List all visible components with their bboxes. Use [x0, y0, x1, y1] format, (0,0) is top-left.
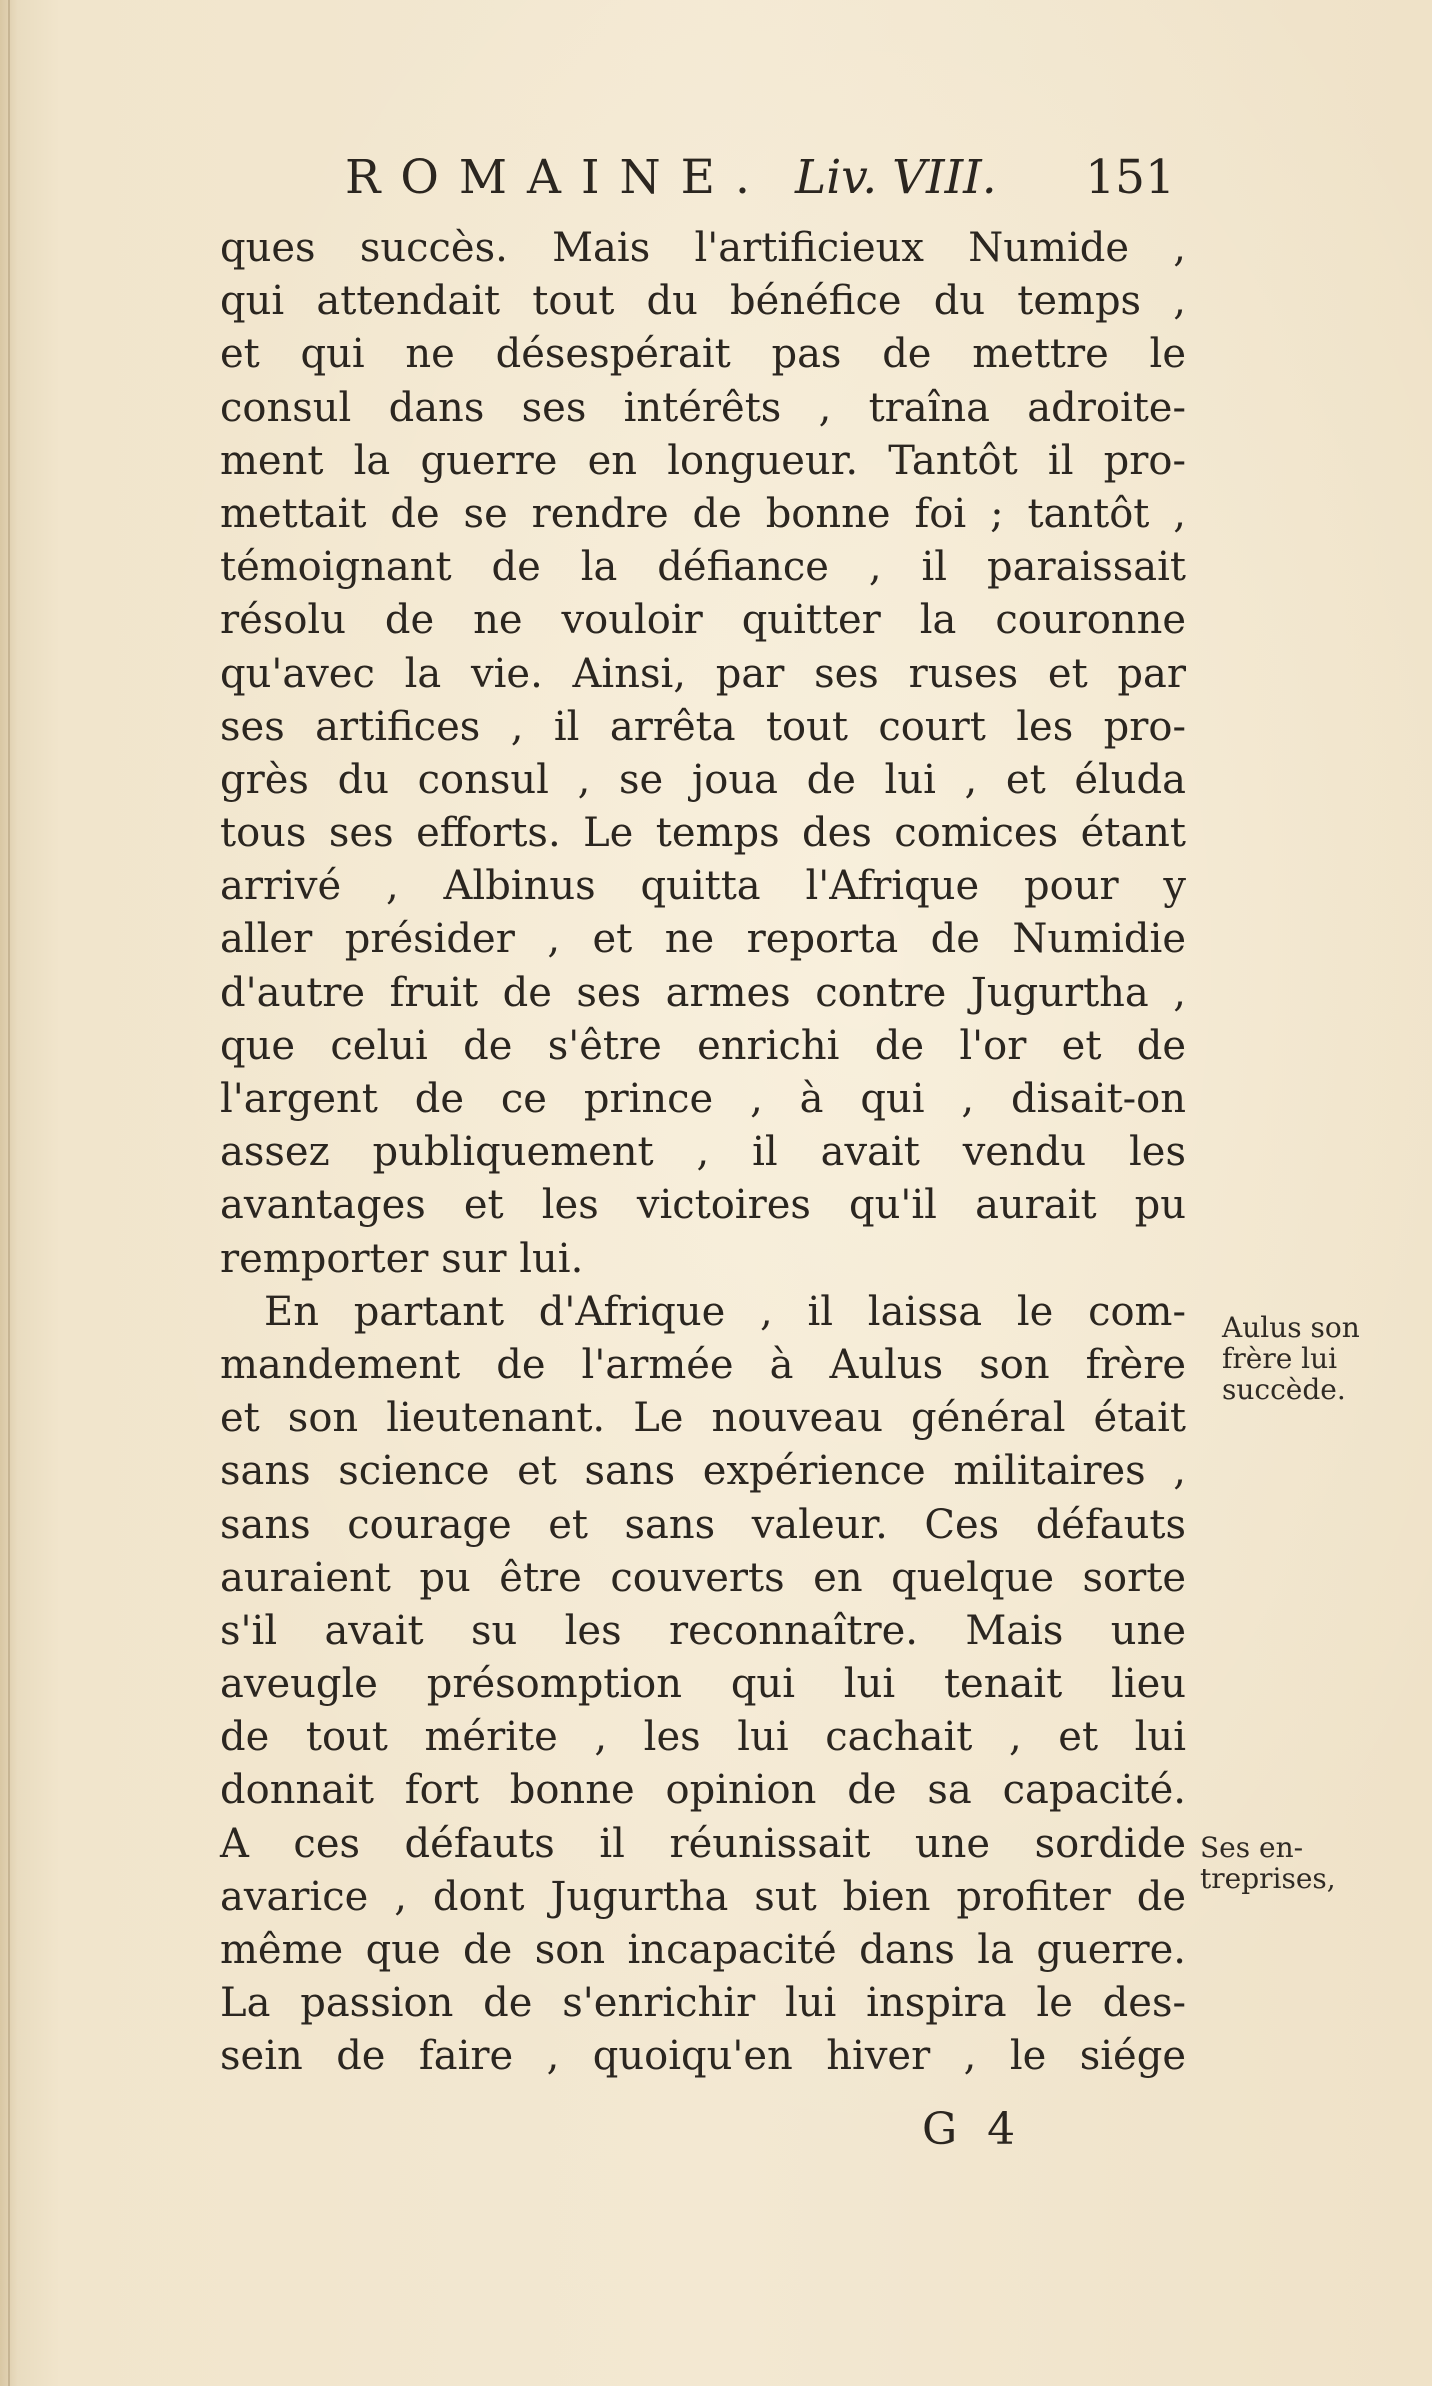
text-line: auraient pu être couverts en quelque sorte	[220, 1554, 1186, 1601]
sidenote-entreprises	[1200, 1832, 1336, 1894]
running-title: ROMAINE.	[345, 150, 770, 205]
text-line: mandement de l'armée à Aulus son frère	[220, 1341, 1186, 1388]
text-line: aveugle présomption qui lui tenait lieu	[220, 1661, 1186, 1708]
text-line: En partant d'Afrique , il laissa le com-	[264, 1288, 1186, 1335]
text-line: et qui ne désespérait pas de mettre le	[220, 331, 1186, 378]
text-line: et son lieutenant. Le nouveau général était	[220, 1395, 1186, 1442]
page-number: 151	[1085, 150, 1175, 205]
text-line: ment la guerre en longueur. Tantôt il pro-	[220, 437, 1186, 484]
text-line: sans courage et sans valeur. Ces défauts	[220, 1501, 1186, 1548]
binding-edge	[8, 0, 10, 2386]
text-line: La passion de s'enrichir lui inspira le des-	[220, 1980, 1186, 2027]
text-line: qui attendait tout du bénéfice du temps ,	[220, 278, 1186, 325]
text-line: s'il avait su les reconnaître. Mais une	[220, 1607, 1186, 1654]
signature-mark: G 4	[922, 2104, 1024, 2155]
page-header	[345, 150, 1175, 220]
text-line: grès du consul , se joua de lui , et éluda	[220, 756, 1186, 803]
text-line: sein de faire , quoiqu'en hiver , le siége	[220, 2033, 1186, 2080]
text-line: tous ses efforts. Le temps des comices étant	[220, 810, 1186, 857]
text-line: aller présider , et ne reporta de Numidie	[220, 916, 1186, 963]
text-line: sans science et sans expérience militaires ,	[220, 1448, 1186, 1495]
sidenote-line: Ses en-	[1200, 1831, 1304, 1864]
text-line: avarice , dont Jugurtha sut bien profiter de	[220, 1873, 1186, 1920]
book-reference: Liv. VIII.	[795, 150, 997, 205]
text-line: même que de son incapacité dans la guerre.	[220, 1927, 1186, 1973]
sidenote-line: frère lui	[1222, 1342, 1338, 1375]
body-text	[220, 222, 1186, 2084]
text-line: de tout mérite , les lui cachait , et lui	[220, 1714, 1186, 1761]
text-line: d'autre fruit de ses armes contre Jugurtha ,	[220, 969, 1186, 1016]
text-line: donnait fort bonne opinion de sa capacité.	[220, 1767, 1186, 1814]
sidenote-line: Aulus son	[1222, 1311, 1360, 1344]
text-line: mettait de se rendre de bonne foi ; tantôt ,	[220, 490, 1186, 537]
text-line: avantages et les victoires qu'il aurait pu	[220, 1182, 1186, 1229]
sidenote-aulus	[1222, 1312, 1360, 1405]
text-line: assez publiquement , il avait vendu les	[220, 1129, 1186, 1176]
text-line: ses artifices , il arrêta tout court les pro-	[220, 703, 1186, 750]
text-line: témoignant de la défiance , il paraissait	[220, 544, 1186, 591]
text-line: que celui de s'être enrichi de l'or et de	[220, 1022, 1186, 1069]
sidenote-line: treprises,	[1200, 1862, 1336, 1895]
text-line: arrivé , Albinus quitta l'Afrique pour y	[220, 863, 1186, 910]
text-line: qu'avec la vie. Ainsi, par ses ruses et par	[220, 650, 1186, 697]
text-line: consul dans ses intérêts , traîna adroite-	[220, 384, 1186, 431]
text-line: A ces défauts il réunissait une sordide	[220, 1820, 1186, 1867]
text-line: l'argent de ce prince , à qui , disait-on	[220, 1076, 1186, 1122]
text-line: remporter sur lui.	[220, 1235, 584, 1282]
text-line: résolu de ne vouloir quitter la couronne	[220, 597, 1186, 644]
sidenote-line: succède.	[1222, 1373, 1346, 1406]
text-line: ques succès. Mais l'artificieux Numide ,	[220, 225, 1186, 271]
